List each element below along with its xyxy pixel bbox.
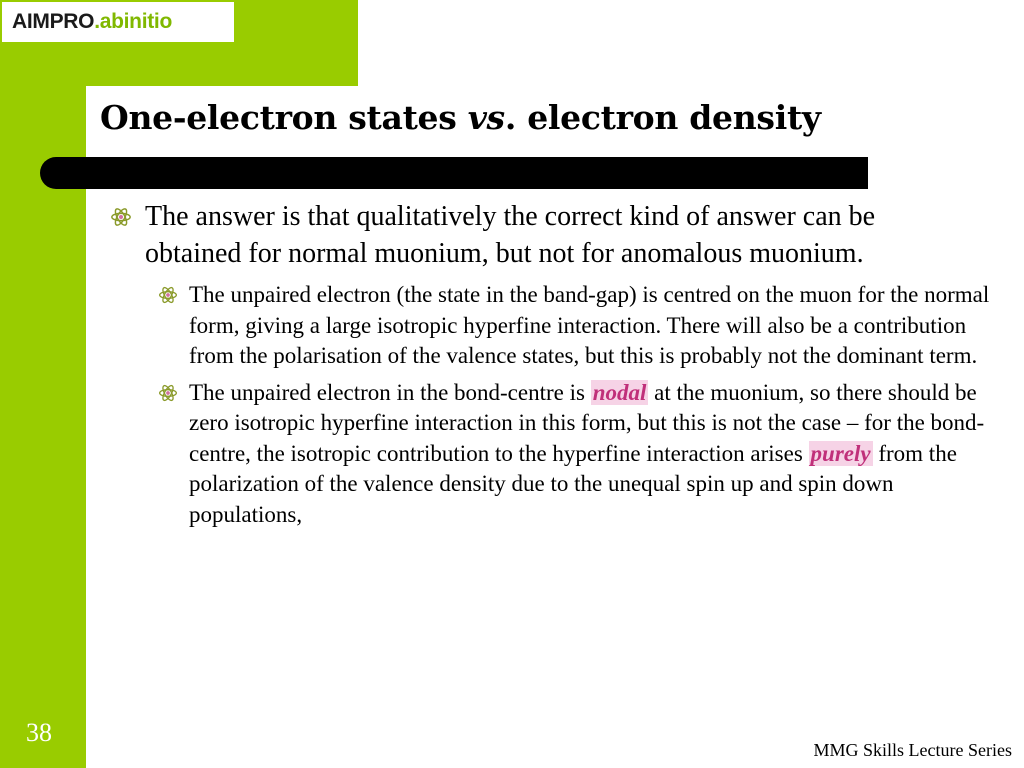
slide-title: [100, 98, 821, 137]
highlight-nodal: nodal: [592, 379, 647, 405]
bullet-text: The answer is that qualitatively the correct kind of answer can be obtained for normal muonium, but not for anomalous muonium.: [145, 201, 876, 269]
sub-bullet-item: [108, 378, 1009, 531]
slide-content: [108, 198, 1008, 536]
title-part-2: . electron density: [504, 98, 821, 137]
sub-bullet-text-part: from the polarization of the valence density due to the unequal spin up and spin down populations,: [189, 440, 957, 527]
sub-bullet-text-part: at the muonium, so there should be zero isotropic hyperfine interaction in this form, but this is not the case – for the bond-centre, the isotropic contribution to the hyperfine interaction arises: [189, 379, 985, 466]
atom-icon: [110, 206, 132, 228]
bullet-item: [108, 198, 975, 272]
highlight-purely: purely: [810, 440, 871, 466]
title-italic: vs: [467, 98, 505, 137]
aimpro-logo: [2, 2, 234, 42]
logo-part-abinitio: .abinitio: [94, 10, 172, 33]
atom-icon: [158, 383, 178, 403]
sub-bullet-item: [108, 280, 1009, 372]
sub-bullet-text-part: The unpaired electron in the bond-centre is: [189, 379, 591, 405]
page-number: 38: [26, 718, 52, 747]
title-underline-bar: [40, 157, 868, 189]
title-part-1: One-electron states: [100, 98, 468, 137]
green-sidebar: [0, 0, 86, 768]
footer-text: MMG Skills Lecture Series: [813, 740, 1012, 760]
atom-icon: [158, 285, 178, 305]
logo-part-aimpro: AIMPRO: [12, 10, 95, 33]
sub-bullet-text: The unpaired electron (the state in the band-gap) is centred on the muon for the normal form, giving a large isotropic hyperfine interaction. There will also be a contribution from the polarisation of the valence states, but this is probably not the dominant term.: [189, 282, 990, 368]
